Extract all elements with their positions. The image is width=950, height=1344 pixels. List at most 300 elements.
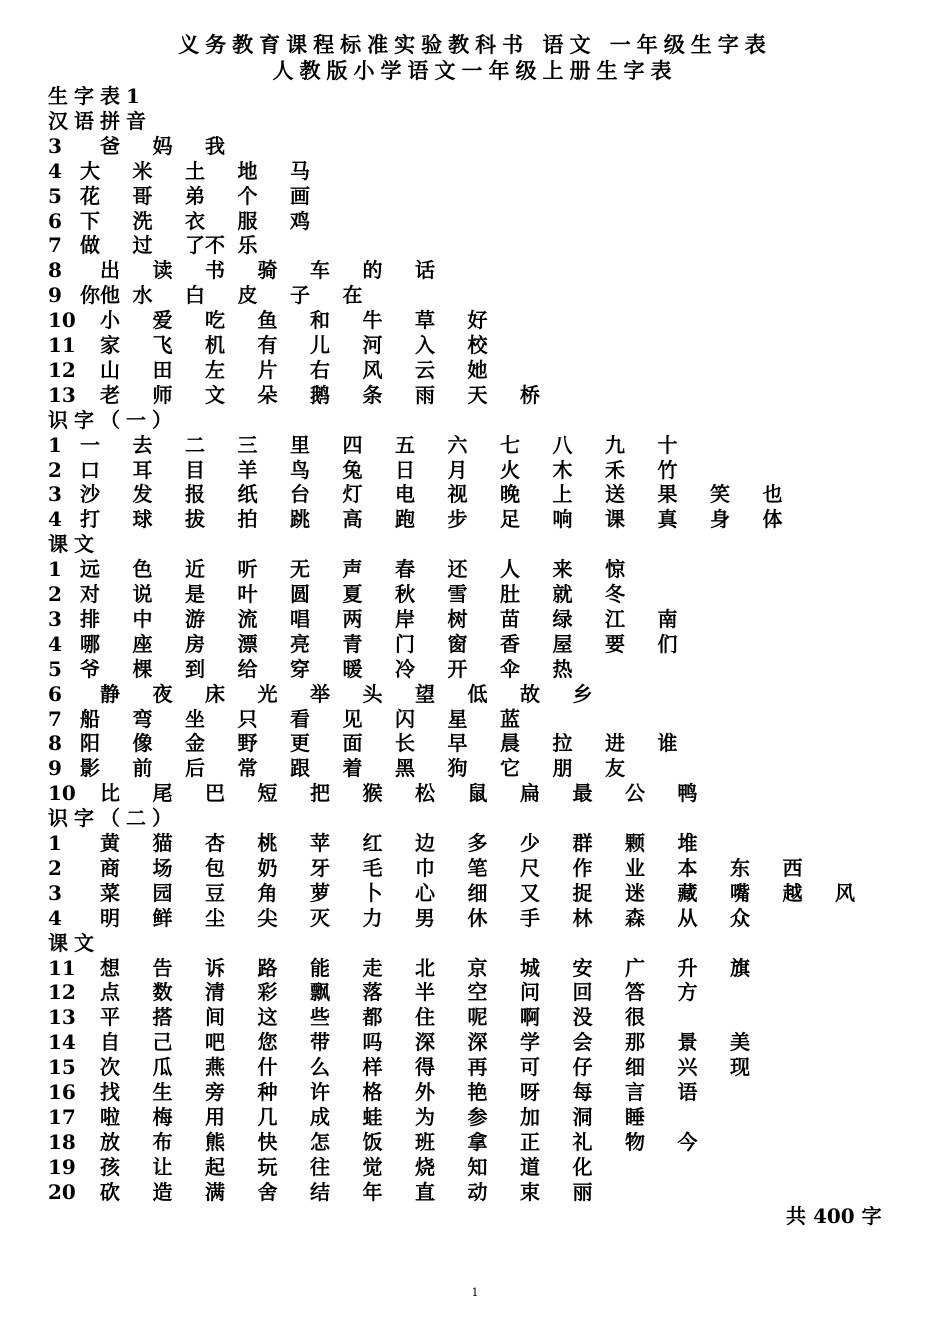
- section-label: 识字（二）: [48, 806, 178, 831]
- character-cell: 少: [520, 831, 540, 855]
- section-label: 课文: [48, 532, 100, 557]
- character-cell: 真: [657, 507, 678, 532]
- character-cell: 说: [132, 582, 153, 606]
- character-cell: 玩: [257, 1154, 278, 1179]
- character-cell: 业: [625, 855, 645, 880]
- character-cell: 言: [625, 1080, 645, 1104]
- character-cell: 面: [342, 731, 363, 756]
- character-cell: 皮: [237, 283, 258, 308]
- character-cell: 十: [657, 432, 678, 457]
- character-cell: 风: [835, 880, 855, 905]
- character-cell: 众: [730, 905, 750, 930]
- character-cell: 啦: [100, 1104, 120, 1129]
- character-cell: 树: [447, 606, 468, 631]
- lesson-number: 5: [48, 183, 62, 208]
- character-cell: 拉: [552, 731, 573, 756]
- character-cell: 竹: [657, 457, 678, 482]
- character-cell: 田: [152, 357, 173, 382]
- character-cell: 读: [152, 258, 173, 283]
- character-cell: 排: [80, 606, 100, 631]
- character-cell: 艳: [467, 1080, 488, 1104]
- character-cell: 里: [290, 432, 310, 457]
- character-cell: 火: [500, 457, 520, 482]
- character-cell: 化: [572, 1154, 593, 1179]
- character-cell: 骑: [257, 258, 278, 283]
- character-cell: 鲜: [152, 905, 173, 930]
- character-cell: 禾: [605, 457, 625, 482]
- character-cell: 星: [447, 706, 468, 731]
- character-cell: 吗: [362, 1030, 383, 1055]
- character-cell: 己: [152, 1030, 173, 1055]
- character-cell: 日: [395, 457, 415, 482]
- character-cell: 听: [237, 557, 258, 582]
- character-cell: 身: [710, 507, 730, 532]
- character-cell: 羊: [237, 457, 258, 482]
- character-cell: 爷: [80, 656, 100, 681]
- character-cell: 报: [185, 482, 205, 507]
- character-cell: 答: [625, 980, 645, 1005]
- character-cell: 语: [677, 1080, 698, 1104]
- character-cell: 燕: [205, 1055, 225, 1080]
- character-cell: 机: [205, 333, 225, 357]
- character-cell: 那: [625, 1030, 645, 1055]
- character-cell: 拍: [237, 507, 258, 532]
- character-cell: 鸡: [290, 208, 310, 233]
- character-cell: 青: [342, 631, 363, 656]
- character-cell: 目: [185, 457, 205, 482]
- character-cell: 土: [185, 158, 205, 183]
- character-cell: 尘: [205, 905, 225, 930]
- character-cell: 叶: [237, 582, 258, 606]
- lesson-number: 4: [48, 905, 62, 930]
- character-cell: 路: [257, 955, 278, 980]
- section-label: 生字表1: [48, 84, 146, 108]
- character-cell: 马: [290, 158, 310, 183]
- character-cell: 捉: [572, 880, 593, 905]
- character-cell: 兴: [677, 1055, 698, 1080]
- character-cell: 作: [572, 855, 593, 880]
- character-cell: 飘: [310, 980, 330, 1005]
- character-cell: 旗: [730, 955, 750, 980]
- character-cell: 冬: [605, 582, 625, 606]
- character-cell: 呢: [467, 1005, 488, 1030]
- character-cell: 舍: [257, 1179, 278, 1204]
- character-cell: 再: [467, 1055, 488, 1080]
- character-cell: 黑: [395, 756, 415, 781]
- character-cell: 九: [605, 432, 625, 457]
- character-cell: 次: [100, 1055, 120, 1080]
- character-cell: 场: [152, 855, 173, 880]
- character-cell: 细: [625, 1055, 645, 1080]
- lesson-number: 8: [48, 258, 62, 283]
- character-cell: 动: [467, 1179, 488, 1204]
- character-cell: 卜: [362, 880, 383, 905]
- character-cell: 问: [520, 980, 540, 1005]
- character-cell: 漂: [237, 631, 258, 656]
- character-cell: 和: [310, 308, 330, 333]
- character-cell: 唱: [290, 606, 310, 631]
- character-cell: 力: [362, 905, 383, 930]
- character-cell: 月: [447, 457, 468, 482]
- lesson-number: 6: [48, 208, 62, 233]
- character-cell: 口: [80, 457, 100, 482]
- lesson-number: 20: [48, 1179, 76, 1204]
- character-cell: 头: [362, 681, 383, 706]
- character-cell: 些: [310, 1005, 330, 1030]
- character-cell: 笔: [467, 855, 488, 880]
- character-cell: 上: [552, 482, 573, 507]
- character-cell: 声: [342, 557, 363, 582]
- character-cell: 过: [132, 233, 153, 258]
- character-cell: 搭: [152, 1005, 173, 1030]
- character-cell: 起: [205, 1154, 225, 1179]
- character-cell: 吃: [205, 308, 225, 333]
- character-cell: 打: [80, 507, 100, 532]
- character-cell: 着: [342, 756, 363, 781]
- character-cell: 睡: [625, 1104, 645, 1129]
- character-cell: 公: [625, 781, 645, 806]
- character-cell: 子: [290, 283, 310, 308]
- character-cell: 秋: [395, 582, 415, 606]
- lesson-number: 12: [48, 980, 76, 1005]
- character-cell: 短: [257, 781, 278, 806]
- character-cell: 五: [395, 432, 415, 457]
- character-cell: 乡: [572, 681, 593, 706]
- character-cell: 毛: [362, 855, 383, 880]
- character-cell: 物: [625, 1129, 645, 1154]
- character-cell: 就: [552, 582, 573, 606]
- character-cell: 奶: [257, 855, 278, 880]
- character-cell: 果: [657, 482, 678, 507]
- character-cell: 亮: [290, 631, 310, 656]
- character-cell: 学: [520, 1030, 540, 1055]
- character-cell: 很: [625, 1005, 645, 1030]
- lesson-number: 4: [48, 158, 62, 183]
- character-cell: 森: [625, 905, 645, 930]
- character-cell: 牛: [362, 308, 383, 333]
- character-cell: 个: [237, 183, 258, 208]
- character-cell: 最: [572, 781, 593, 806]
- character-cell: 样: [362, 1055, 383, 1080]
- character-cell: 桃: [257, 831, 278, 855]
- character-cell: 成: [310, 1104, 330, 1129]
- lesson-number: 7: [48, 706, 62, 731]
- character-cell: 什: [257, 1055, 278, 1080]
- character-cell: 中: [132, 606, 153, 631]
- character-cell: 鸟: [290, 457, 310, 482]
- character-cell: 萝: [310, 880, 330, 905]
- character-cell: 回: [572, 980, 593, 1005]
- character-cell: 座: [132, 631, 153, 656]
- character-cell: 升: [677, 955, 698, 980]
- character-cell: 松: [415, 781, 435, 806]
- character-cell: 圆: [290, 582, 310, 606]
- character-cell: 商: [100, 855, 120, 880]
- character-cell: 颗: [625, 831, 645, 855]
- character-cell: 觉: [362, 1154, 383, 1179]
- character-cell: 放: [100, 1129, 120, 1154]
- character-cell: 满: [205, 1179, 225, 1204]
- character-cell: 举: [310, 681, 330, 706]
- section-label: 汉语拼音: [48, 108, 152, 133]
- character-cell: 体: [762, 507, 783, 532]
- character-cell: 她: [467, 357, 488, 382]
- character-cell: 课: [605, 507, 625, 532]
- character-cell: 本: [677, 855, 698, 880]
- lesson-number: 4: [48, 507, 62, 532]
- character-cell: 没: [572, 1005, 593, 1030]
- character-cell: 远: [80, 557, 100, 582]
- character-cell: 跑: [395, 507, 415, 532]
- character-cell: 光: [257, 681, 278, 706]
- lesson-number: 1: [48, 831, 62, 855]
- character-cell: 床: [205, 681, 225, 706]
- character-cell: 江: [605, 606, 625, 631]
- character-cell: 告: [152, 955, 173, 980]
- character-cell: 服: [237, 208, 258, 233]
- character-cell: 苗: [500, 606, 520, 631]
- character-cell: 小: [100, 308, 120, 333]
- lesson-number: 16: [48, 1080, 76, 1104]
- character-cell: 晚: [500, 482, 520, 507]
- character-cell: 木: [552, 457, 573, 482]
- character-cell: 尖: [257, 905, 278, 930]
- character-cell: 妈: [152, 133, 173, 158]
- character-cell: 七: [500, 432, 520, 457]
- character-cell: 爱: [152, 308, 173, 333]
- character-cell: 画: [290, 183, 310, 208]
- character-cell: 苹: [310, 831, 330, 855]
- lesson-number: 19: [48, 1154, 76, 1179]
- character-cell: 饭: [362, 1129, 383, 1154]
- character-cell: 得: [415, 1055, 435, 1080]
- character-cell: 巾: [415, 855, 435, 880]
- character-cell: 孩: [100, 1154, 120, 1179]
- character-cell: 兔: [342, 457, 363, 482]
- character-cell: 桥: [520, 382, 540, 407]
- character-cell: 它: [500, 756, 520, 781]
- character-cell: 门: [395, 631, 415, 656]
- character-cell: 足: [500, 507, 520, 532]
- character-cell: 为: [415, 1104, 435, 1129]
- character-cell: 鸭: [677, 781, 698, 806]
- character-cell: 砍: [100, 1179, 120, 1204]
- character-cell: 视: [447, 482, 468, 507]
- character-cell: 从: [677, 905, 698, 930]
- character-cell: 弯: [132, 706, 153, 731]
- character-cell: 谁: [657, 731, 678, 756]
- character-cell: 暖: [342, 656, 363, 681]
- character-cell: 你他: [80, 283, 120, 308]
- total-count: 共 400 字: [786, 1204, 882, 1228]
- character-cell: 拔: [185, 507, 205, 532]
- character-cell: 带: [310, 1030, 330, 1055]
- character-cell: 香: [500, 631, 520, 656]
- character-cell: 文: [205, 382, 225, 407]
- character-cell: 大: [80, 158, 100, 183]
- character-cell: 东: [730, 855, 750, 880]
- character-cell: 做: [80, 233, 100, 258]
- character-cell: 许: [310, 1080, 330, 1104]
- character-cell: 到: [185, 656, 205, 681]
- character-cell: 景: [677, 1030, 698, 1055]
- character-cell: 好: [467, 308, 488, 333]
- character-cell: 找: [100, 1080, 120, 1104]
- character-cell: 想: [100, 955, 120, 980]
- character-cell: 方: [677, 980, 698, 1005]
- character-cell: 是: [185, 582, 205, 606]
- character-cell: 数: [152, 980, 173, 1005]
- page-number: 1: [471, 1286, 479, 1299]
- lesson-number: 9: [48, 756, 62, 781]
- character-cell: 布: [152, 1129, 173, 1154]
- character-cell: 有: [257, 333, 278, 357]
- character-cell: 越: [782, 880, 803, 905]
- character-cell: 条: [362, 382, 383, 407]
- character-cell: 明: [100, 905, 120, 930]
- character-cell: 出: [100, 258, 120, 283]
- character-cell: 伞: [500, 656, 520, 681]
- character-cell: 地: [237, 158, 258, 183]
- character-cell: 男: [415, 905, 435, 930]
- character-cell: 间: [205, 1005, 225, 1030]
- character-cell: 我: [205, 133, 225, 158]
- character-cell: 尺: [520, 855, 540, 880]
- character-cell: 正: [520, 1129, 540, 1154]
- character-cell: 角: [257, 880, 278, 905]
- character-cell: 黄: [100, 831, 120, 855]
- character-cell: 旁: [205, 1080, 225, 1104]
- document-title: 义务教育课程标准实验教科书 语文 一年级生字表: [178, 32, 772, 57]
- character-cell: 住: [415, 1005, 435, 1030]
- character-cell: 深: [467, 1030, 488, 1055]
- character-cell: 往: [310, 1154, 330, 1179]
- character-cell: 校: [467, 333, 488, 357]
- lesson-number: 3: [48, 880, 62, 905]
- character-cell: 常: [237, 756, 258, 781]
- character-cell: 快: [257, 1129, 278, 1154]
- lesson-number: 13: [48, 1005, 76, 1030]
- character-cell: 看: [290, 706, 310, 731]
- character-cell: 进: [605, 731, 625, 756]
- character-cell: 啊: [520, 1005, 540, 1030]
- character-cell: 把: [310, 781, 330, 806]
- character-cell: 电: [395, 482, 415, 507]
- character-cell: 四: [342, 432, 363, 457]
- character-cell: 耳: [132, 457, 153, 482]
- character-cell: 们: [657, 631, 678, 656]
- lesson-number: 7: [48, 233, 62, 258]
- character-cell: 都: [362, 1005, 383, 1030]
- character-cell: 热: [552, 656, 573, 681]
- character-cell: 呀: [520, 1080, 540, 1104]
- lesson-number: 15: [48, 1055, 76, 1080]
- character-cell: 么: [310, 1055, 330, 1080]
- character-cell: 弟: [185, 183, 205, 208]
- character-cell: 细: [467, 880, 488, 905]
- character-cell: 束: [520, 1179, 540, 1204]
- character-cell: 两: [342, 606, 363, 631]
- lesson-number: 2: [48, 582, 62, 606]
- character-cell: 前: [132, 756, 153, 781]
- character-cell: 落: [362, 980, 383, 1005]
- character-cell: 猴: [362, 781, 383, 806]
- character-cell: 船: [80, 706, 100, 731]
- character-cell: 红: [362, 831, 383, 855]
- character-cell: 家: [100, 333, 120, 357]
- lesson-number: 12: [48, 357, 76, 382]
- character-cell: 空: [467, 980, 488, 1005]
- character-cell: 生: [152, 1080, 173, 1104]
- character-cell: 哥: [132, 183, 153, 208]
- character-cell: 天: [467, 382, 488, 407]
- character-cell: 衣: [185, 208, 205, 233]
- lesson-number: 14: [48, 1030, 76, 1055]
- character-cell: 灭: [310, 905, 330, 930]
- character-cell: 年: [362, 1179, 383, 1204]
- lesson-number: 11: [48, 333, 76, 357]
- character-cell: 知: [467, 1154, 488, 1179]
- character-cell: 雨: [415, 382, 435, 407]
- character-cell: 坐: [185, 706, 205, 731]
- character-cell: 深: [415, 1030, 435, 1055]
- character-cell: 朋: [552, 756, 573, 781]
- character-cell: 心: [415, 880, 435, 905]
- character-cell: 今: [677, 1129, 698, 1154]
- character-cell: 故: [520, 681, 540, 706]
- character-cell: 绿: [552, 606, 573, 631]
- character-cell: 每: [572, 1080, 593, 1104]
- character-cell: 像: [132, 731, 153, 756]
- character-cell: 高: [342, 507, 363, 532]
- character-cell: 发: [132, 482, 153, 507]
- lesson-number: 3: [48, 482, 62, 507]
- character-cell: 参: [467, 1104, 488, 1129]
- character-cell: 米: [132, 158, 153, 183]
- character-cell: 跟: [290, 756, 310, 781]
- character-cell: 造: [152, 1179, 173, 1204]
- character-cell: 台: [290, 482, 310, 507]
- character-cell: 只: [237, 706, 258, 731]
- character-cell: 云: [415, 357, 435, 382]
- character-cell: 流: [237, 606, 258, 631]
- character-cell: 自: [100, 1030, 120, 1055]
- character-cell: 草: [415, 308, 435, 333]
- lesson-number: 2: [48, 855, 62, 880]
- character-cell: 彩: [257, 980, 278, 1005]
- character-cell: 鹅: [310, 382, 330, 407]
- character-cell: 爸: [100, 133, 120, 158]
- character-cell: 开: [447, 656, 468, 681]
- character-cell: 游: [185, 606, 205, 631]
- character-cell: 低: [467, 681, 488, 706]
- character-cell: 烧: [415, 1154, 435, 1179]
- character-cell: 后: [185, 756, 205, 781]
- character-cell: 白: [185, 283, 205, 308]
- character-cell: 林: [572, 905, 593, 930]
- character-cell: 诉: [205, 955, 225, 980]
- character-cell: 蓝: [500, 706, 520, 731]
- lesson-number: 17: [48, 1104, 76, 1129]
- character-cell: 入: [415, 333, 435, 357]
- character-cell: 六: [447, 432, 468, 457]
- character-cell: 美: [730, 1030, 750, 1055]
- character-cell: 园: [152, 880, 173, 905]
- character-cell: 一: [80, 432, 100, 457]
- lesson-number: 5: [48, 656, 62, 681]
- character-cell: 丽: [572, 1179, 593, 1204]
- character-cell: 闪: [395, 706, 415, 731]
